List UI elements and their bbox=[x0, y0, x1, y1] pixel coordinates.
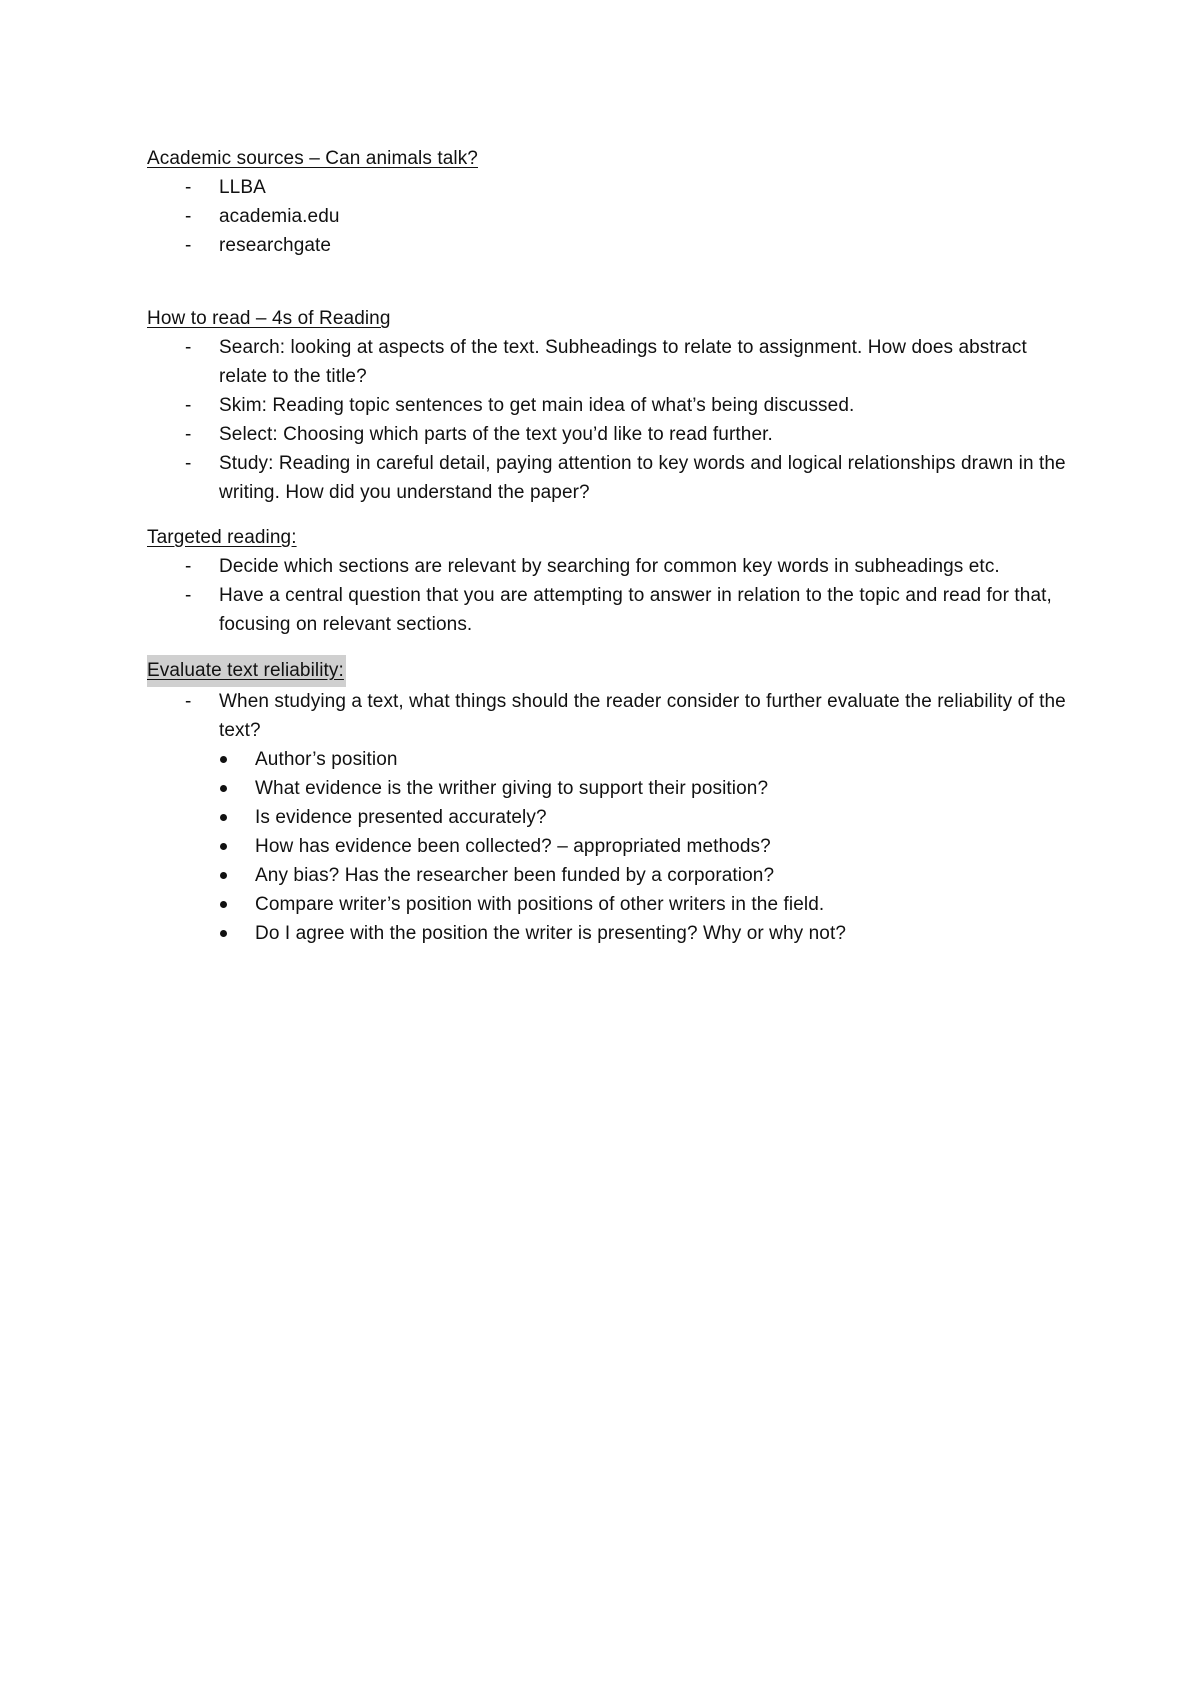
list-item bbox=[147, 173, 1067, 202]
bullet-icon bbox=[220, 756, 227, 763]
list-item bbox=[147, 581, 1067, 639]
dash-marker: - bbox=[185, 691, 192, 712]
list-item-text: Decide which sections are relevant by searching for common key words in subheadings etc. bbox=[219, 556, 1000, 577]
how-to-read-list bbox=[147, 333, 1067, 507]
list-item-text: Study: Reading in careful detail, paying attention to key words and logical relationships drawn in the writing. How did you understand the paper? bbox=[219, 453, 1066, 503]
bullet-item bbox=[147, 890, 1067, 919]
bullet-icon bbox=[220, 872, 227, 879]
dash-marker: - bbox=[185, 453, 192, 474]
list-item bbox=[147, 231, 1067, 260]
dash-marker: - bbox=[185, 585, 192, 606]
list-item bbox=[147, 449, 1067, 507]
list-item bbox=[147, 202, 1067, 231]
targeted-reading-list bbox=[147, 552, 1067, 639]
list-item bbox=[147, 391, 1067, 420]
section-title-evaluate: Evaluate text reliability: bbox=[147, 655, 346, 687]
bullet-item bbox=[147, 774, 1067, 803]
bullet-item-text: What evidence is the writher giving to support their position? bbox=[255, 778, 769, 799]
dash-marker: - bbox=[185, 556, 192, 577]
bullet-item-text: How has evidence been collected? – appropriated methods? bbox=[255, 836, 771, 857]
bullet-icon bbox=[220, 785, 227, 792]
document-content bbox=[147, 144, 1067, 948]
evaluate-list bbox=[147, 687, 1067, 745]
list-item-text: Have a central question that you are attempting to answer in relation to the topic and read for that, focusing on relevant sections. bbox=[219, 585, 1052, 635]
list-item-text: Select: Choosing which parts of the text you’d like to read further. bbox=[219, 424, 773, 445]
section-title-targeted-reading: Targeted reading: bbox=[147, 527, 297, 548]
bullet-item bbox=[147, 861, 1067, 890]
evaluate-bullet-list bbox=[147, 745, 1067, 948]
list-item bbox=[147, 687, 1067, 745]
list-item-text: researchgate bbox=[219, 235, 332, 256]
bullet-item-text: Author’s position bbox=[255, 749, 398, 770]
list-item-text: Search: looking at aspects of the text. Subheadings to relate to assignment. How does abstract relate to the title? bbox=[219, 337, 1027, 387]
list-item-text: LLBA bbox=[219, 177, 266, 198]
list-item-text: academia.edu bbox=[219, 206, 340, 227]
list-item bbox=[147, 333, 1067, 391]
bullet-item bbox=[147, 745, 1067, 774]
section-title-sources: Academic sources – Can animals talk? bbox=[147, 148, 478, 169]
section-targeted-reading bbox=[147, 523, 1067, 552]
bullet-icon bbox=[220, 843, 227, 850]
bullet-item bbox=[147, 919, 1067, 948]
dash-marker: - bbox=[185, 235, 192, 256]
dash-marker: - bbox=[185, 337, 192, 358]
section-how-to-read bbox=[147, 304, 1067, 333]
dash-marker: - bbox=[185, 424, 192, 445]
bullet-item bbox=[147, 803, 1067, 832]
section-title-how-to-read: How to read – 4s of Reading bbox=[147, 308, 391, 329]
list-item bbox=[147, 552, 1067, 581]
bullet-icon bbox=[220, 901, 227, 908]
section-evaluate bbox=[147, 655, 1067, 687]
list-item bbox=[147, 420, 1067, 449]
sources-list bbox=[147, 173, 1067, 260]
bullet-item-text: Compare writer’s position with positions of other writers in the field. bbox=[255, 894, 825, 915]
list-item-text: Skim: Reading topic sentences to get main idea of what’s being discussed. bbox=[219, 395, 855, 416]
bullet-icon bbox=[220, 814, 227, 821]
bullet-item-text: Any bias? Has the researcher been funded by a corporation? bbox=[255, 865, 775, 886]
section-sources bbox=[147, 144, 1067, 173]
dash-marker: - bbox=[185, 206, 192, 227]
bullet-item-text: Is evidence presented accurately? bbox=[255, 807, 547, 828]
dash-marker: - bbox=[185, 395, 192, 416]
bullet-item bbox=[147, 832, 1067, 861]
list-item-text: When studying a text, what things should the reader consider to further evaluate the reliability of the text? bbox=[219, 691, 1066, 741]
bullet-item-text: Do I agree with the position the writer is presenting? Why or why not? bbox=[255, 923, 847, 944]
dash-marker: - bbox=[185, 177, 192, 198]
bullet-icon bbox=[220, 930, 227, 937]
